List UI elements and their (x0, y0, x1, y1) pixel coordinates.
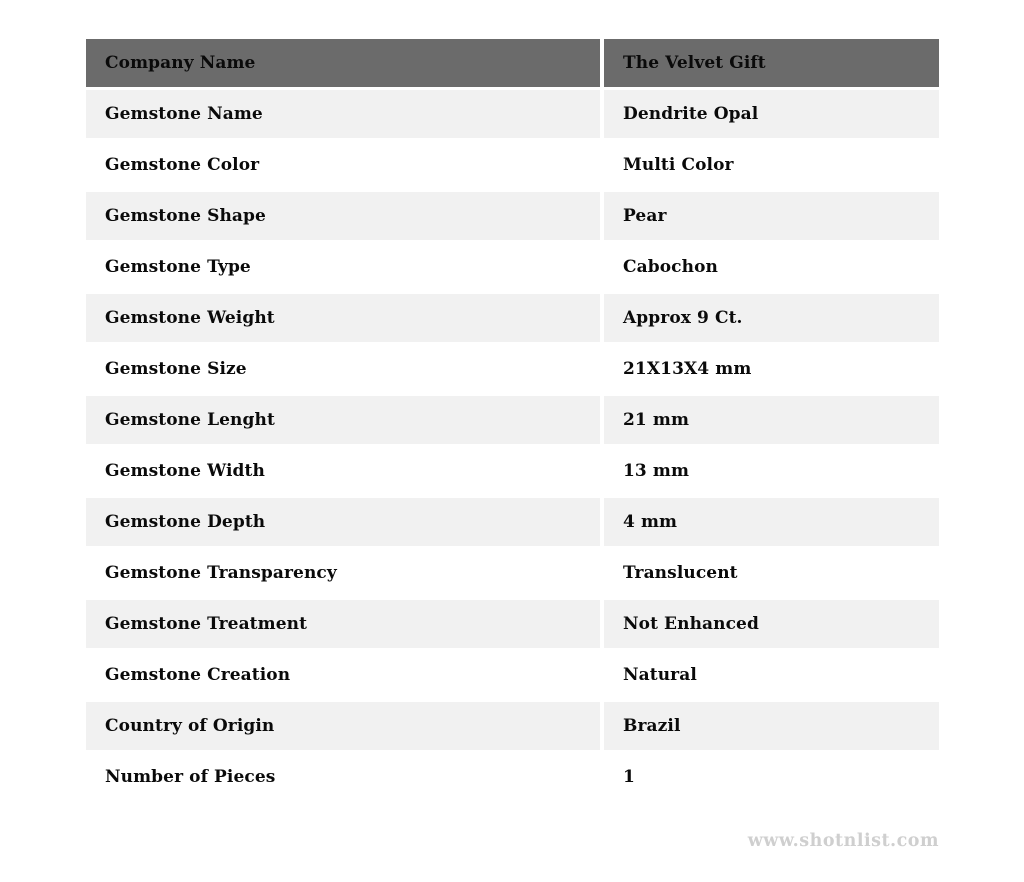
table-row (86, 549, 939, 597)
row-value: Brazil (604, 702, 939, 750)
table-row (86, 345, 939, 393)
row-value: Not Enhanced (604, 600, 939, 648)
table-body (86, 90, 939, 801)
table-row (86, 651, 939, 699)
row-label: Gemstone Lenght (86, 396, 600, 444)
row-label: Gemstone Width (86, 447, 600, 495)
row-value: Pear (604, 192, 939, 240)
table-row (86, 396, 939, 444)
gemstone-spec-table (82, 36, 943, 804)
row-label: Gemstone Size (86, 345, 600, 393)
table-row (86, 447, 939, 495)
row-label: Gemstone Weight (86, 294, 600, 342)
row-value: Approx 9 Ct. (604, 294, 939, 342)
table-row (86, 600, 939, 648)
company-name-value-cell: The Velvet Gift (604, 39, 939, 87)
header-row (86, 39, 939, 87)
table-row (86, 498, 939, 546)
row-label: Gemstone Transparency (86, 549, 600, 597)
table-row (86, 294, 939, 342)
row-value: 21 mm (604, 396, 939, 444)
table-row (86, 192, 939, 240)
table-header (86, 39, 939, 87)
row-label: Gemstone Creation (86, 651, 600, 699)
row-value: 1 (604, 753, 939, 801)
row-value: 21X13X4 mm (604, 345, 939, 393)
row-value: Multi Color (604, 141, 939, 189)
company-name-header-cell: Company Name (86, 39, 600, 87)
row-value: Dendrite Opal (604, 90, 939, 138)
row-label: Gemstone Shape (86, 192, 600, 240)
row-label: Gemstone Name (86, 90, 600, 138)
table-row (86, 90, 939, 138)
row-label: Gemstone Color (86, 141, 600, 189)
row-value: Cabochon (604, 243, 939, 291)
row-value: 13 mm (604, 447, 939, 495)
row-label: Country of Origin (86, 702, 600, 750)
row-label: Gemstone Treatment (86, 600, 600, 648)
site-watermark: www.shotnlist.com (747, 831, 939, 851)
row-label: Gemstone Depth (86, 498, 600, 546)
table-row (86, 141, 939, 189)
row-value: Natural (604, 651, 939, 699)
gemstone-spec-table-container (82, 36, 943, 804)
table-row (86, 753, 939, 801)
table-row (86, 702, 939, 750)
row-value: 4 mm (604, 498, 939, 546)
table-row (86, 243, 939, 291)
row-label: Gemstone Type (86, 243, 600, 291)
row-value: Translucent (604, 549, 939, 597)
row-label: Number of Pieces (86, 753, 600, 801)
